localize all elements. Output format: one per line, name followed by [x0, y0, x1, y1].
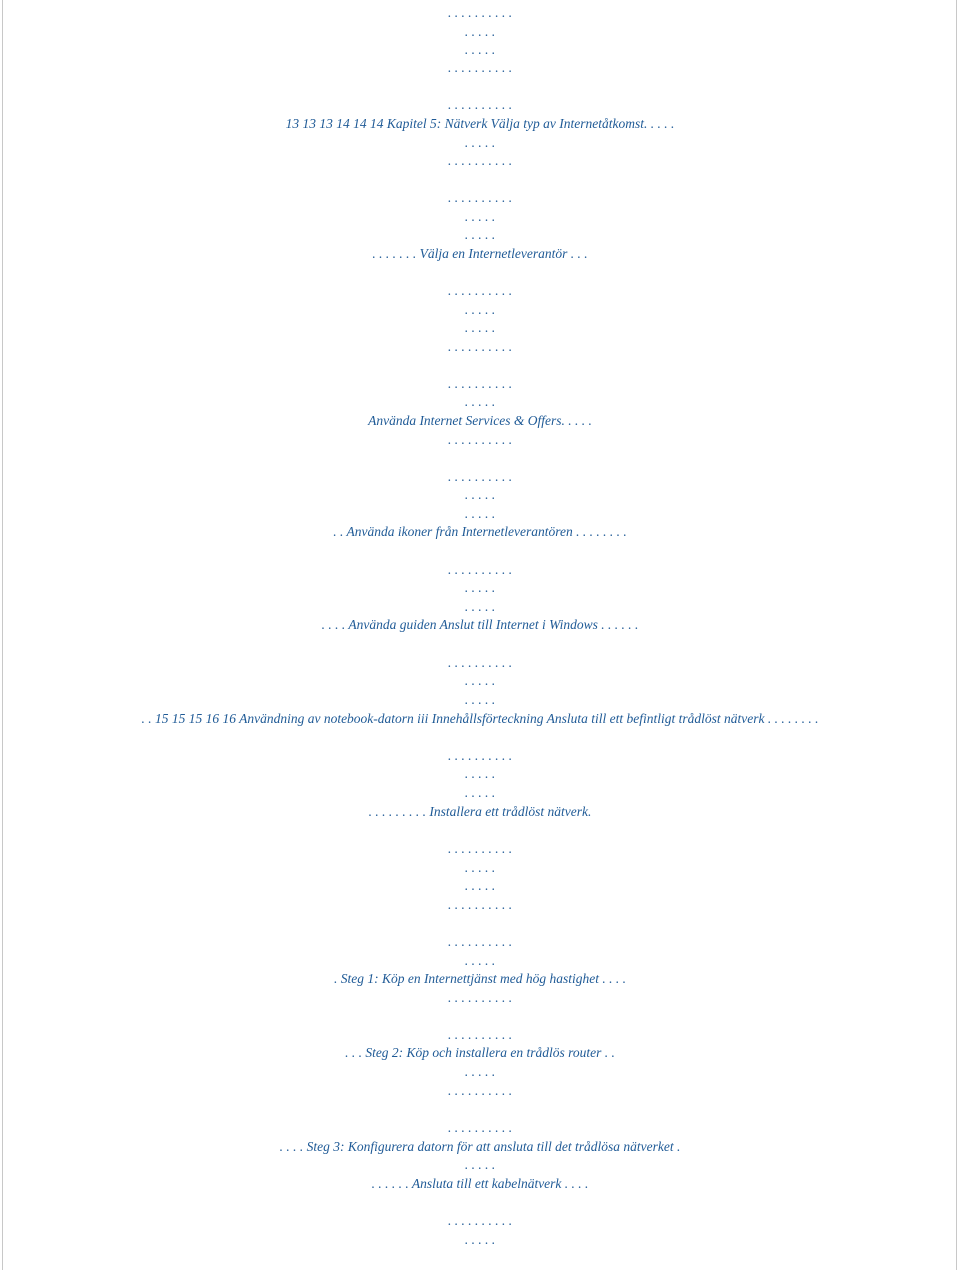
toc-entry-wired-network[interactable]: . . . . . . Ansluta till ett kabelnätverk . . . . [371, 1176, 589, 1191]
toc-entry-step-3[interactable]: . . . . Steg 3: Konfigurera datorn för att ansluta till det trådlösa nätverket . [279, 1139, 681, 1154]
toc-leader-line: . . . . . . . . . . [447, 562, 513, 577]
toc-leader-line: . . . . . . . . . . [447, 376, 513, 391]
toc-leader-line: . . . . . [464, 953, 496, 968]
toc-leader-line: . . . . . [464, 320, 496, 335]
toc-leader-line: . . . . . . . . . . [447, 1083, 513, 1098]
toc-entry-connect-wizard[interactable]: . . . . Använda guiden Anslut till Internet i Windows . . . . . . [321, 617, 639, 632]
toc-entry-isp[interactable]: . . . . . . . Välja en Internetleverantör . . . [372, 246, 588, 261]
toc-entry-install-wireless[interactable]: . . . . . . . . . Installera ett trådlöst nätverk. [368, 804, 592, 819]
toc-entry-step-1[interactable]: . Steg 1: Köp en Internettjänst med hög hastighet . . . . [333, 971, 627, 986]
toc-leader-line: . . . . . . . . . . [447, 841, 513, 856]
toc-leader-line: . . . . . [464, 785, 496, 800]
toc-leader-line: . . . . . [464, 1232, 496, 1247]
toc-leader-line: . . . . . [464, 1157, 496, 1172]
toc-leader-line: . . . . . [464, 878, 496, 893]
toc-leader-line: . . . . . [464, 766, 496, 781]
toc-leader-line: . . . . . . . . . . [447, 190, 513, 205]
toc-leader-line: . . . . . . . . . . [447, 432, 513, 447]
toc-leader-line: . . . . . . . . . . [447, 60, 513, 75]
toc-leader-line: . . . . . [464, 42, 496, 57]
toc-leader-line: . . . . . [464, 692, 496, 707]
toc-entry-internet-services[interactable]: Använda Internet Services & Offers. . . . . [368, 413, 592, 428]
toc-leader-line: . . . . . [464, 506, 496, 521]
toc-entry-isp-icons[interactable]: . . Använda ikoner från Internetleverantören . . . . . . . . [333, 524, 627, 539]
toc-leader-line: . . . . . . . . . . [447, 5, 513, 20]
toc-leader-line: . . . . . [464, 135, 496, 150]
toc-leader-line: . . . . . . . . . . [447, 97, 513, 112]
toc-leader-line: . . . . . . . . . . [447, 469, 513, 484]
toc-entry-existing-wireless[interactable]: . . 15 15 15 16 16 Användning av notebook-datorn iii Innehållsförteckning Ansluta till ett befintligt trådlöst nätverk . . . . . . . . [141, 711, 819, 726]
toc-leader-line: . . . . . [464, 487, 496, 502]
toc-leader-line: . . . . . . . . . . [447, 1213, 513, 1228]
toc-leader-line: . . . . . [464, 302, 496, 317]
toc-leader-line: . . . . . . . . . . [447, 655, 513, 670]
toc-leader-line: . . . . . [464, 860, 496, 875]
toc-leader-line: . . . . . . . . . . [447, 1027, 513, 1042]
toc-leader-line: . . . . . . . . . . [447, 1120, 513, 1135]
toc-leader-line: . . . . . [464, 580, 496, 595]
toc-leader-line: . . . . . . . . . . [447, 283, 513, 298]
toc-leader-line: . . . . . . . . . . [447, 897, 513, 912]
toc-leader-line: . . . . . [464, 1064, 496, 1079]
toc-leader-line: . . . . . . . . . . [447, 934, 513, 949]
toc-leader-line: . . . . . . . . . . [447, 153, 513, 168]
toc-leader-line: . . . . . [464, 227, 496, 242]
toc-entry-chapter-5-internet-access[interactable]: 13 13 13 14 14 14 Kapitel 5: Nätverk Välja typ av Internetåtkomst. . . . . [285, 116, 675, 131]
toc-leader-line: . . . . . . . . . . [447, 990, 513, 1005]
toc-entry-step-2[interactable]: . . . Steg 2: Köp och installera en trådlös router . . [345, 1045, 615, 1060]
toc-leader-line: . . . . . [464, 209, 496, 224]
toc-leader-line: . . . . . [464, 673, 496, 688]
toc-leader-line: . . . . . [464, 24, 496, 39]
toc-leader-line: . . . . . . . . . . [447, 339, 513, 354]
toc-leader-line: . . . . . [464, 394, 496, 409]
toc-leader-line: . . . . . . . . . . [447, 748, 513, 763]
toc-leader-line: . . . . . [464, 599, 496, 614]
